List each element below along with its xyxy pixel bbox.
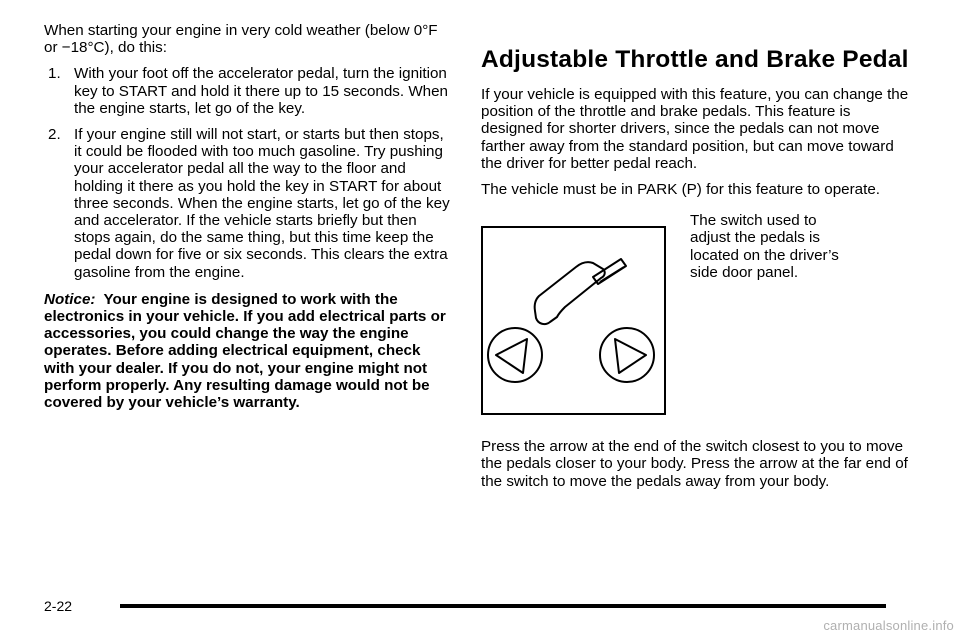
step-item	[44, 65, 454, 117]
left-column	[44, 22, 454, 420]
section-heading: Adjustable Throttle and Brake Pedal	[481, 46, 909, 73]
step-number: 1.	[48, 65, 61, 83]
step-text: If your engine still will not start, or starts but then stops, it could be flooded with too much gasoline. Try pushing your accelerator pedal all the way to the floor and holding it there as you hold the key in START for about three seconds. When the engine starts, let go of the key and accelerator. If the vehicle starts briefly but then stops again, do the same thing, but this time keep the pedal down for five or six seconds. This clears the extra gasoline from the engine.	[74, 126, 450, 281]
pedals-closer-arrow-button	[488, 328, 542, 382]
starting-steps	[44, 65, 454, 280]
foot-pedal-icon	[535, 259, 626, 324]
notice-paragraph	[44, 291, 454, 411]
notice-label: Notice:	[44, 290, 96, 308]
feature-description: If your vehicle is equipped with this feature, you can change the position of the throttle and brake pedals. This feature is designed for shorter drivers, since the pedals can not move farther away from the standard position, but can move toward the driver for better pedal reach.	[481, 86, 909, 172]
step-number: 2.	[48, 126, 61, 144]
notice-text: Your engine is designed to work with the electronics in your vehicle. If you add electrical parts or accessories, you could change the way the engine operates. Before adding electrical equipment, check with your dealer. If you do not, your engine might not perform properly. Any resulting damage would not be covered by your vehicle’s warranty.	[44, 290, 446, 412]
step-text: With your foot off the accelerator pedal, turn the ignition key to START and hold it there up to 15 seconds. When the engine starts, let go of the key.	[74, 65, 448, 117]
page-number: 2-22	[44, 598, 73, 614]
right-column	[481, 22, 911, 499]
pedals-away-arrow-button	[600, 328, 654, 382]
pedal-switch-illustration	[483, 228, 664, 413]
footer-rule	[120, 604, 886, 608]
figure-row	[481, 212, 911, 412]
watermark: carmanualsonline.info	[823, 618, 954, 633]
pedal-switch-figure	[481, 226, 666, 415]
cold-weather-intro: When starting your engine in very cold weather (below 0°F or −18°C), do this:	[44, 22, 438, 57]
park-requirement: The vehicle must be in PARK (P) for this feature to operate.	[481, 181, 880, 199]
arrow-instructions: Press the arrow at the end of the switch closest to you to move the pedals closer to your body. Press the arrow at the far end of the switch to move the pedals away from your body.	[481, 438, 908, 490]
figure-caption: The switch used to adjust the pedals is located on the driver’s side door panel.	[690, 212, 839, 281]
step-item	[44, 126, 454, 281]
